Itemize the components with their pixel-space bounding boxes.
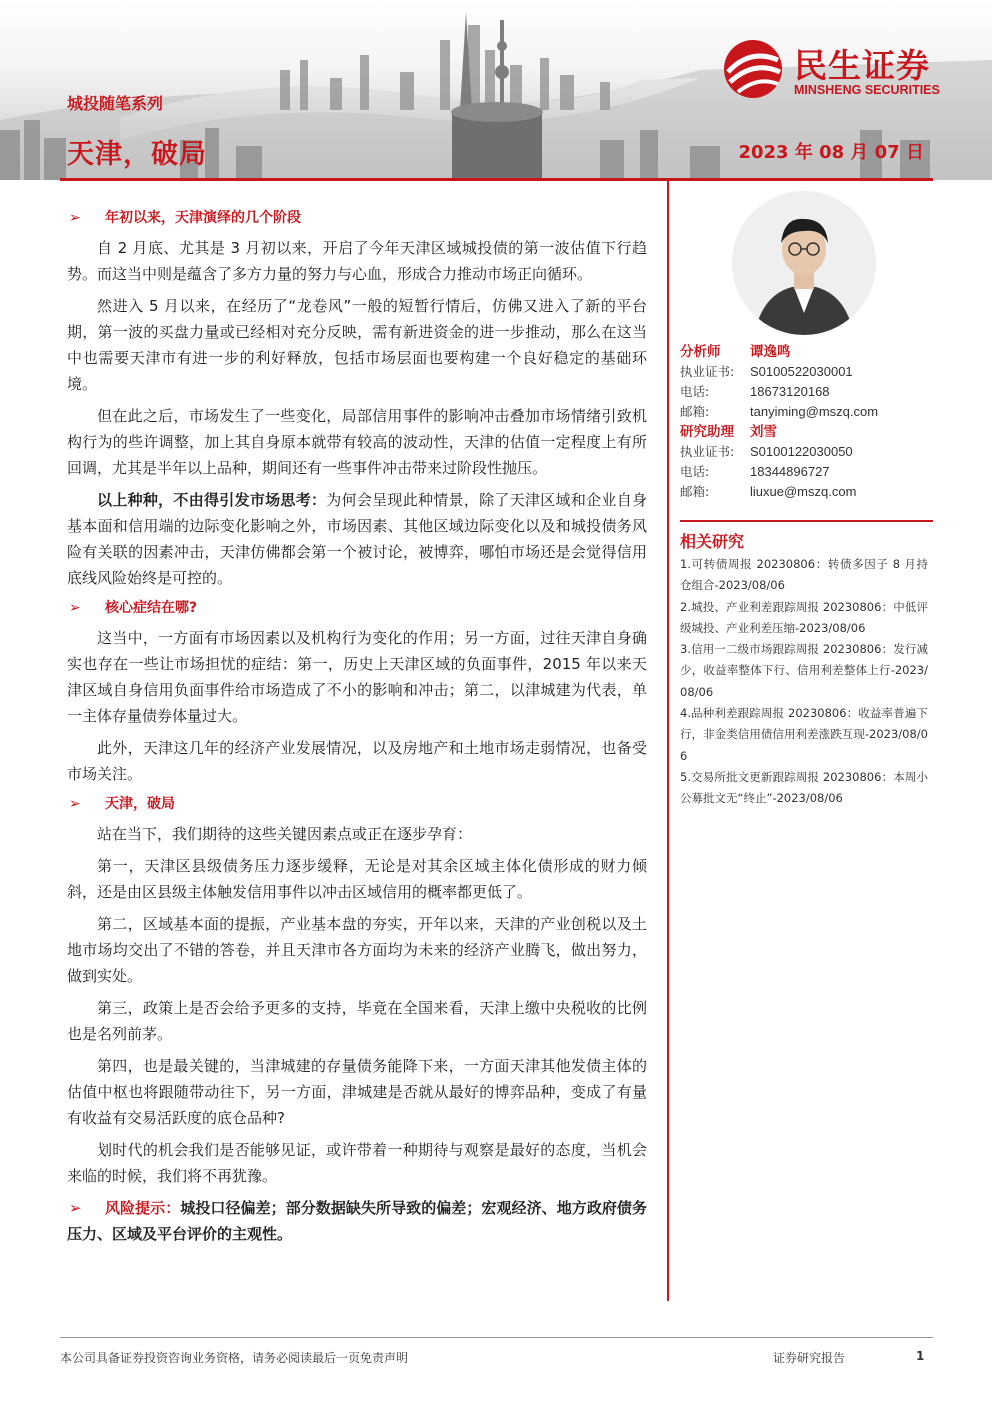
arrow-bullet-icon: ➢: [69, 210, 81, 226]
section-heading-text: 年初以来，天津演绎的几个阶段: [105, 210, 301, 226]
email-row: [680, 402, 933, 422]
footer-report-type: 证券研究报告: [773, 1351, 846, 1365]
related-divider-top: [680, 520, 933, 522]
footer-divider: [60, 1337, 933, 1338]
logo-text-en: MINSHENG SECURITIES: [794, 83, 940, 97]
risk-text: 城投口径偏差；部分数据缺失所导致的偏差；宏观经济、地方政府债务压力、区域及平台评价的主观性。: [67, 1199, 647, 1243]
paragraph-text: 为何会呈现此种情景，除了天津区域和企业自身基本面和信用端的边际变化影响之外，市场因素、其他区域边际变化以及和城投债务风险有关联的因素冲击，天津仿佛都会第一个被讨论，被博弈，哪怕市场还是会觉得信用底线风险始终是可控的。: [67, 491, 647, 587]
related-research-item[interactable]: 5.交易所批文更新跟踪周报 20230806：本周小公募批文无“终止”-2023/08/06: [680, 769, 928, 806]
assistant-role: 研究助理: [680, 424, 734, 440]
paragraph: [67, 487, 647, 591]
phone-label: 电话:: [680, 464, 710, 479]
phone-value: 18344896727: [750, 464, 830, 479]
related-research-item[interactable]: 4.品种利差跟踪周报 20230806：收益率普遍下行，非金类信用债信用利差涨跌互现-2023/08/06: [680, 706, 928, 763]
section-heading: [67, 793, 647, 815]
phone-row: [680, 382, 933, 402]
related-research-title: 相关研究: [680, 532, 745, 551]
arrow-bullet-icon: ➢: [69, 600, 81, 616]
paragraph: 但在此之后，市场发生了一些变化，局部信用事件的影响冲击叠加市场情绪引致机构行为的些许调整，加上其自身原本就带有较高的波动性，天津的估值一定程度上有所回调，尤其是半年以上品种，期间还有一些事件冲击带来过阶段性抛压。: [67, 407, 647, 477]
bold-lead: 以上种种，不由得引发市场思考：: [97, 491, 327, 509]
footer-disclaimer: 本公司具备证券投资咨询业务资格，请务必阅读最后一页免责声明: [60, 1351, 409, 1365]
paragraph: 站在当下，我们期待的这些关键因素点或正在逐步孕育：: [97, 825, 473, 843]
section-heading-text: 天津，破局: [105, 796, 175, 812]
series-title: 城投随笔系列: [67, 94, 164, 113]
risk-warning: [67, 1195, 647, 1247]
report-date: 2023 年 08 月 07 日: [738, 142, 924, 163]
related-research-item[interactable]: 2.城投、产业利差跟踪周报 20230806：中低评级城投、产业利差压缩-2023/08/06: [680, 599, 928, 635]
phone-value: 18673120168: [750, 384, 830, 399]
paragraph: 第一，天津区县级债务压力逐步缓释，无论是对其余区域主体化债形成的财力倾斜，还是由区县级主体触发信用事件以冲击区域信用的概率都更低了。: [67, 857, 647, 901]
license-value: S0100122030050: [750, 444, 853, 459]
analyst-name: 谭逸鸣: [750, 344, 791, 360]
paragraph: 此外，天津这几年的经济产业发展情况，以及房地产和土地市场走弱情况，也备受市场关注。: [67, 739, 647, 783]
header-banner: [0, 0, 992, 180]
license-label: 执业证书:: [680, 364, 735, 379]
phone-label: 电话:: [680, 384, 710, 399]
paragraph: 第三，政策上是否会给予更多的支持，毕竟在全国来看，天津上缴中央税收的比例也是名列前茅。: [67, 999, 647, 1043]
paragraph: 划时代的机会我们是否能够见证，或许带着一种期待与观察是最好的态度，当机会来临的时候，我们将不再犹豫。: [67, 1141, 647, 1185]
assistant-row: [680, 422, 933, 442]
section-heading-text: 核心症结在哪?: [105, 600, 198, 616]
email-row: [680, 482, 933, 502]
analyst-portrait-image: [732, 191, 876, 335]
paragraph: 第四，也是最关键的，当津城建的存量债务能降下来，一方面天津其他发债主体的估值中枢也将跟随带动往下，另一方面，津城建是否就从最好的博弈品种，变成了有量有收益有交易活跃度的底仓品种?: [67, 1057, 647, 1127]
related-research-list: [680, 554, 928, 810]
page-number: 1: [916, 1349, 925, 1363]
section-heading: [67, 597, 647, 619]
analyst-row: [680, 342, 933, 362]
header-divider: [60, 178, 933, 181]
logo-mark-icon: [720, 38, 788, 100]
assistant-name: 刘雪: [750, 424, 777, 440]
license-value: S0100522030001: [750, 364, 853, 379]
email-label: 邮箱:: [680, 404, 710, 419]
paragraph: 这当中，一方面有市场因素以及机构行为变化的作用；另一方面，过往天津自身确实也存在一些让市场担忧的症结：第一，历史上天津区域的负面事件，2015 年以来天津区域自身信用负面事件给市场造成了不小的影响和冲击；第二，以津城建为代表，单一主体存量债券体量过大。: [67, 629, 647, 725]
arrow-bullet-icon: ➢: [69, 796, 81, 812]
analyst-role: 分析师: [680, 344, 721, 360]
analyst-photo: [732, 191, 876, 335]
email-label: 邮箱:: [680, 484, 710, 499]
logo-text-cn: 民生证券: [794, 46, 930, 85]
license-label: 执业证书:: [680, 444, 735, 459]
paragraph: 第二，区域基本面的提振，产业基本盘的夯实，开年以来，天津的产业创税以及土地市场均交出了不错的答卷，并且天津市各方面均为未来的经济产业腾飞，做出努力，做到实处。: [67, 915, 647, 985]
phone-row: [680, 462, 933, 482]
email-link[interactable]: liuxue@mszq.com: [750, 484, 857, 499]
section-heading: [67, 207, 647, 229]
analyst-info: [680, 342, 933, 502]
email-link[interactable]: tanyiming@mszq.com: [750, 404, 879, 419]
risk-lead: 风险提示：: [105, 1199, 181, 1217]
paragraph: 自 2 月底、尤其是 3 月初以来，开启了今年天津区域城投债的第一波估值下行趋势。而这当中则是蕴含了多方力量的努力与心血，形成合力推动市场正向循环。: [67, 239, 647, 283]
related-research-item[interactable]: 3.信用一二级市场跟踪周报 20230806：发行减少，收益率整体下行、信用利差整体上行-2023/08/06: [680, 642, 928, 699]
license-row: [680, 362, 933, 382]
minsheng-logo: [720, 36, 970, 102]
license-row: [680, 442, 933, 462]
paragraph: 然进入 5 月以来，在经历了“龙卷风”一般的短暂行情后，仿佛又进入了新的平台期，第一波的买盘力量或已经相对充分反映，需有新进资金的进一步推动，那么在这当中也需要天津市有进一步的利好释放，包括市场层面也要构建一个良好稳定的基础环境。: [67, 297, 647, 393]
column-divider: [667, 181, 669, 1301]
related-research-item[interactable]: 1.可转债周报 20230806：转债多因子 8 月持仓组合-2023/08/06: [680, 557, 928, 593]
report-title: 天津，破局: [67, 139, 207, 170]
arrow-bullet-icon: ➢: [69, 1199, 82, 1217]
main-content: [67, 203, 647, 1247]
